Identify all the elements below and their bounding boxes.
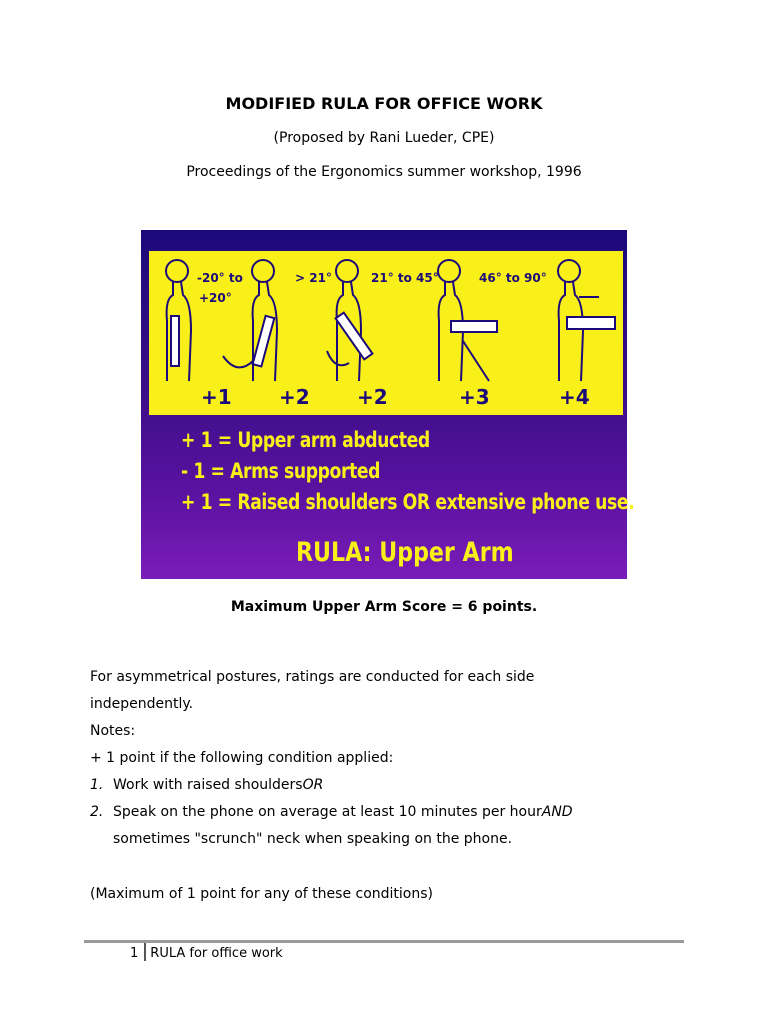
list-text: Speak on the phone on average at least 10 minutes per hour — [113, 804, 542, 820]
angle-label-1b: +20° — [199, 291, 232, 305]
page-subtitle: (Proposed by Rani Lueder, CPE) — [273, 130, 495, 146]
posture-panel — [149, 251, 623, 415]
list-item-continuation: sometimes "scrunch" neck when speaking on the phone. — [113, 831, 513, 847]
max-note: (Maximum of 1 point for any of these conditions) — [90, 886, 433, 902]
para-line-1: For asymmetrical postures, ratings are conducted for each side — [90, 669, 535, 685]
score-5: +4 — [559, 385, 590, 409]
angle-label-2: > 21° — [295, 271, 332, 285]
list-number: 1. — [90, 777, 104, 793]
score-3: +2 — [357, 385, 388, 409]
list-emphasis: OR — [302, 777, 324, 793]
rule-abducted: + 1 = Upper arm abducted — [181, 428, 430, 452]
angle-label-3: 21° to 45° — [371, 271, 439, 285]
list-text: Work with raised shoulders — [113, 777, 303, 793]
list-number: 2. — [90, 804, 104, 820]
page-source: Proceedings of the Ergonomics summer workshop, 1996 — [186, 164, 582, 180]
body-paragraph — [90, 664, 534, 772]
rule-supported: - 1 = Arms supported — [181, 459, 381, 483]
para-line-2: independently. — [90, 696, 194, 712]
list-emphasis: AND — [541, 804, 573, 820]
rula-upper-arm-figure — [141, 230, 635, 579]
figure-caption: Maximum Upper Arm Score = 6 points. — [230, 599, 538, 615]
notes-label: Notes: — [90, 723, 136, 739]
footer-separator — [144, 943, 146, 961]
condition-intro: + 1 point if the following condition applied: — [90, 750, 394, 766]
angle-label-4: 46° to 90° — [479, 271, 547, 285]
score-1: +1 — [201, 385, 232, 409]
rula-figure-title: RULA: Upper Arm — [296, 537, 514, 568]
conditions-list — [90, 772, 573, 853]
footer-label: RULA for office work — [150, 946, 283, 961]
page-footer — [130, 943, 283, 961]
score-4: +3 — [459, 385, 490, 409]
score-2: +2 — [279, 385, 310, 409]
page-number: 1 — [130, 946, 139, 961]
rule-raised-shoulders: + 1 = Raised shoulders OR extensive phone use. — [181, 490, 635, 514]
angle-label-1a: -20° to — [197, 271, 243, 285]
list-item — [90, 772, 573, 799]
list-item — [90, 799, 573, 826]
page-title: MODIFIED RULA FOR OFFICE WORK — [225, 94, 543, 113]
